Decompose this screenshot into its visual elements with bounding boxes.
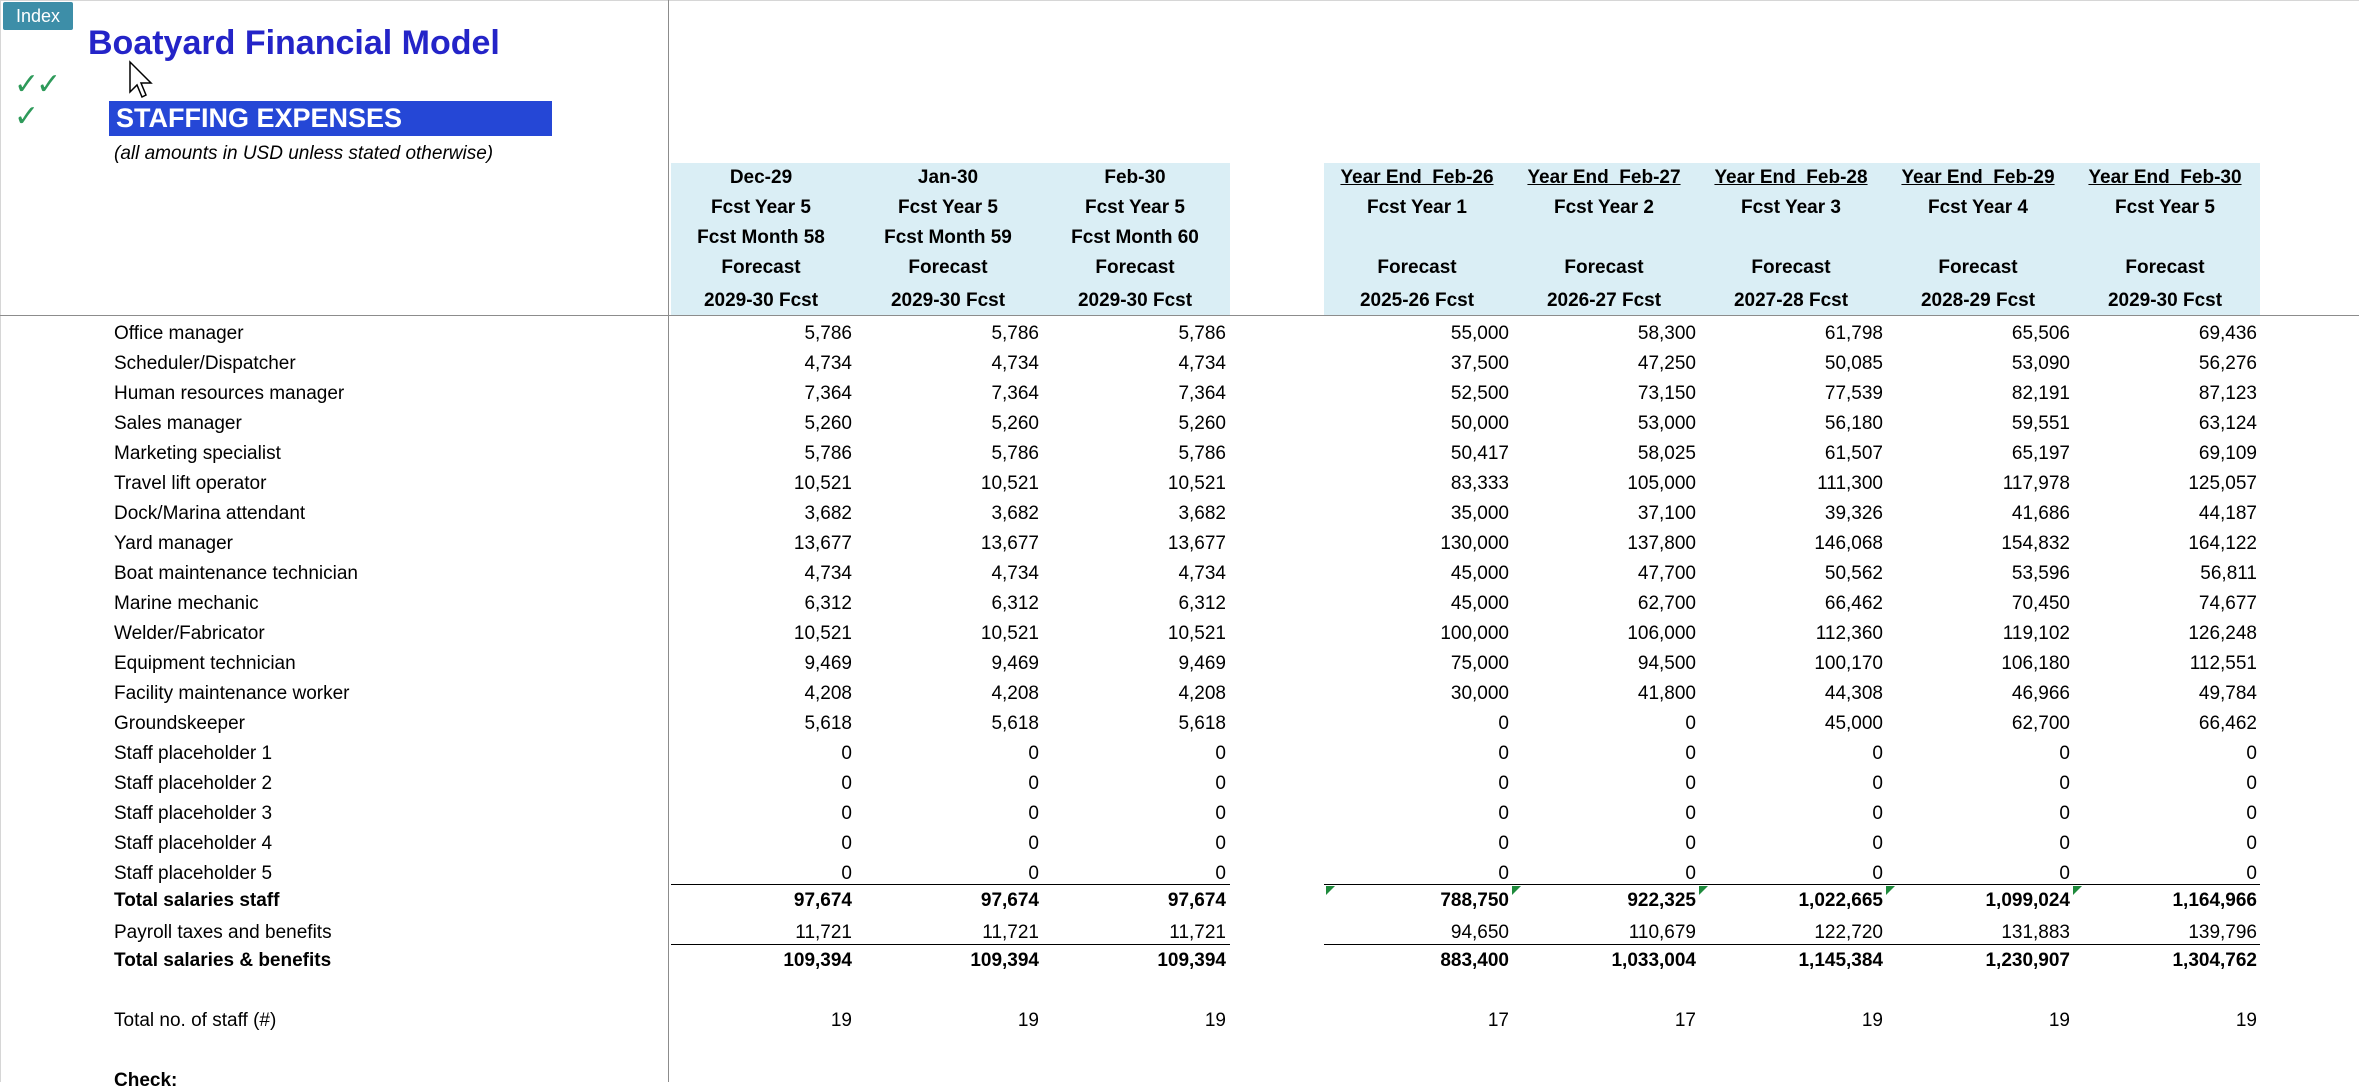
table-row-value: 6,312	[1178, 593, 1226, 614]
table-row-label: Staff placeholder 4	[114, 833, 273, 854]
double-check-icon: ✓✓	[14, 68, 59, 101]
table-row-value: 0	[1215, 833, 1226, 854]
table-row-value: 0	[2246, 803, 2257, 824]
table-row-value: 5,786	[1178, 443, 1226, 464]
table-row-value: 0	[1872, 863, 1883, 884]
table-row-value: 53,090	[2011, 353, 2070, 374]
table-row-value: 44,187	[2198, 503, 2257, 524]
table-row-label: Marketing specialist	[114, 443, 281, 464]
table-row-value: 0	[841, 833, 852, 854]
table-row-value: 37,500	[1450, 353, 1509, 374]
table-row-value: 4,734	[991, 563, 1039, 584]
table-row-value: 5,786	[991, 323, 1039, 344]
table-row-value: 45,000	[1450, 593, 1509, 614]
table-row-value: 82,191	[2011, 383, 2070, 404]
table-row-value: 0	[2246, 773, 2257, 794]
month-header-line2: Fcst Year 5	[1084, 197, 1185, 218]
table-row-value: 0	[1215, 803, 1226, 824]
year-header-line4: Forecast	[1751, 257, 1831, 278]
table-row-value: 112,360	[1815, 623, 1883, 644]
table-row-value: 0	[1028, 833, 1039, 854]
table-row-value: 9,469	[991, 653, 1039, 674]
formula-flag-icon	[1326, 886, 1335, 895]
table-row-value: 0	[841, 803, 852, 824]
table-row-value: 130,000	[1440, 533, 1509, 554]
table-row-label: Scheduler/Dispatcher	[114, 353, 296, 374]
total-top-border-monthly	[671, 884, 1230, 885]
table-row-value: 0	[2246, 863, 2257, 884]
table-row-value: 0	[2059, 743, 2070, 764]
month-header-line4: Forecast	[721, 257, 801, 278]
table-row-value: 112,551	[2189, 653, 2257, 674]
table-row-value: 5,786	[804, 443, 852, 464]
table-row-value: 56,811	[2200, 563, 2257, 584]
table-row-value: 5,260	[1178, 413, 1226, 434]
table-row-value: 4,208	[991, 683, 1039, 704]
table-row-value: 111,300	[1817, 473, 1883, 494]
year-header-line1: Year End Feb-27	[1527, 167, 1681, 188]
table-row-value: 0	[2059, 863, 2070, 884]
month-header-line3: Fcst Month 58	[697, 227, 825, 248]
table-row-value: 5,786	[991, 443, 1039, 464]
month-header-line5: 2029-30 Fcst	[1077, 290, 1193, 311]
table-row-value: 61,798	[1824, 323, 1883, 344]
table-row-value: 0	[2246, 743, 2257, 764]
table-row-value: 100,170	[1814, 653, 1883, 674]
table-row-value: 10,521	[793, 473, 852, 494]
table-row-value: 4,734	[1178, 353, 1226, 374]
grid-left-border	[0, 0, 1, 1082]
table-row-value: 5,786	[804, 323, 852, 344]
table-row-value: 0	[1498, 773, 1509, 794]
table-row-value: 47,250	[1637, 353, 1696, 374]
year-header-line2: Fcst Year 5	[2114, 197, 2215, 218]
total-salaries-row-value: 1,164,966	[2172, 890, 2257, 911]
table-row-value: 0	[2059, 773, 2070, 794]
month-header-line1: Jan-30	[917, 167, 979, 188]
table-row-value: 0	[2059, 833, 2070, 854]
table-row-value: 0	[1028, 803, 1039, 824]
table-row-value: 4,208	[1178, 683, 1226, 704]
total-benefits-row-value: 1,304,762	[2172, 950, 2257, 971]
staff-count-row-value: 19	[1861, 1010, 1883, 1031]
staff-count-row-value: 17	[1674, 1010, 1696, 1031]
payroll-row-value: 110,679	[1628, 922, 1696, 943]
payroll-row-value: 122,720	[1814, 922, 1883, 943]
table-row-value: 0	[1498, 833, 1509, 854]
year-header-line4: Forecast	[1564, 257, 1644, 278]
table-row-value: 5,618	[804, 713, 852, 734]
table-row-value: 70,450	[2011, 593, 2070, 614]
table-row-value: 50,000	[1450, 413, 1509, 434]
month-header-line4: Forecast	[1095, 257, 1175, 278]
table-row-value: 65,197	[2011, 443, 2070, 464]
table-row-value: 5,260	[804, 413, 852, 434]
total-benefits-row-value: 1,033,004	[1611, 950, 1696, 971]
table-row-value: 69,109	[2198, 443, 2257, 464]
table-row-value: 75,000	[1450, 653, 1509, 674]
table-row-value: 0	[1215, 773, 1226, 794]
table-row-value: 0	[1215, 743, 1226, 764]
table-row-value: 106,180	[2001, 653, 2070, 674]
year-header-line1: Year End Feb-29	[1901, 167, 2055, 188]
table-row-value: 119,102	[2002, 623, 2070, 644]
table-row-value: 0	[1498, 743, 1509, 764]
table-row-value: 7,364	[1178, 383, 1226, 404]
table-row-label: Office manager	[114, 323, 244, 344]
table-row-label: Staff placeholder 1	[114, 743, 273, 764]
total-salaries-row-label: Total salaries staff	[114, 890, 280, 911]
year-header-line5: 2025-26 Fcst	[1359, 290, 1475, 311]
table-row-value: 52,500	[1450, 383, 1509, 404]
table-row-value: 10,521	[793, 623, 852, 644]
table-row-value: 0	[1028, 773, 1039, 794]
table-row-value: 0	[1872, 803, 1883, 824]
formula-flag-icon	[1512, 886, 1521, 895]
table-row-value: 146,068	[1814, 533, 1883, 554]
table-row-value: 0	[1872, 743, 1883, 764]
month-header-line2: Fcst Year 5	[897, 197, 998, 218]
year-header-line2: Fcst Year 1	[1366, 197, 1467, 218]
table-row-label: Travel lift operator	[114, 473, 267, 494]
month-header-line3: Fcst Month 60	[1071, 227, 1199, 248]
table-row-value: 30,000	[1450, 683, 1509, 704]
table-row-value: 4,734	[1178, 563, 1226, 584]
month-header-line1: Dec-29	[729, 167, 793, 188]
table-row-value: 126,248	[2188, 623, 2257, 644]
table-row-value: 35,000	[1450, 503, 1509, 524]
table-row-label: Equipment technician	[114, 653, 296, 674]
table-row-value: 0	[1685, 803, 1696, 824]
table-row-value: 4,734	[991, 353, 1039, 374]
table-row-value: 10,521	[1167, 473, 1226, 494]
table-row-label: Facility maintenance worker	[114, 683, 350, 704]
table-row-value: 0	[1872, 773, 1883, 794]
table-row-label: Welder/Fabricator	[114, 623, 265, 644]
table-row-value: 5,786	[1178, 323, 1226, 344]
table-row-value: 66,462	[2198, 713, 2257, 734]
table-row-value: 10,521	[980, 473, 1039, 494]
total-salaries-row-value: 97,674	[793, 890, 852, 911]
total-salaries-row-value: 1,099,024	[1985, 890, 2070, 911]
table-row-value: 7,364	[991, 383, 1039, 404]
table-row-value: 83,333	[1450, 473, 1509, 494]
table-row-value: 0	[1685, 833, 1696, 854]
month-header-line5: 2029-30 Fcst	[890, 290, 1006, 311]
table-row-label: Staff placeholder 5	[114, 863, 273, 884]
table-row-value: 55,000	[1450, 323, 1509, 344]
table-row-value: 137,800	[1627, 533, 1696, 554]
table-row-value: 13,677	[793, 533, 852, 554]
table-row-value: 50,562	[1824, 563, 1883, 584]
total-benefits-border-annual	[1324, 944, 2260, 945]
table-row-value: 5,260	[991, 413, 1039, 434]
month-header-line1: Feb-30	[1104, 167, 1166, 188]
table-row-value: 3,682	[1178, 503, 1226, 524]
month-header-line4: Forecast	[908, 257, 988, 278]
table-row-value: 0	[1685, 743, 1696, 764]
table-row-label: Dock/Marina attendant	[114, 503, 306, 524]
year-header-line4: Forecast	[1377, 257, 1457, 278]
table-row-value: 65,506	[2011, 323, 2070, 344]
year-header-line4: Forecast	[2125, 257, 2205, 278]
staff-count-row-label: Total no. of staff (#)	[114, 1010, 277, 1031]
total-benefits-row-label: Total salaries & benefits	[114, 950, 332, 971]
table-row-value: 61,507	[1824, 443, 1883, 464]
table-row-value: 63,124	[2198, 413, 2257, 434]
year-header-line5: 2027-28 Fcst	[1733, 290, 1849, 311]
table-row-value: 0	[1215, 863, 1226, 884]
total-top-border-annual	[1324, 884, 2260, 885]
table-row-value: 3,682	[804, 503, 852, 524]
total-benefits-row-value: 1,145,384	[1798, 950, 1883, 971]
year-header-line1: Year End Feb-28	[1714, 167, 1868, 188]
table-row-value: 125,057	[2188, 473, 2257, 494]
table-row-value: 0	[1498, 863, 1509, 884]
table-row-label: Staff placeholder 2	[114, 773, 273, 794]
payroll-row-value: 139,796	[2188, 922, 2257, 943]
table-row-value: 10,521	[1167, 623, 1226, 644]
table-row-value: 10,521	[980, 623, 1039, 644]
page-title: Boatyard Financial Model	[88, 24, 500, 62]
total-benefits-row-value: 109,394	[783, 950, 852, 971]
table-row-value: 53,596	[2011, 563, 2070, 584]
total-benefits-row-value: 1,230,907	[1985, 950, 2070, 971]
table-row-value: 0	[1685, 713, 1696, 734]
table-row-value: 53,000	[1637, 413, 1696, 434]
staff-count-row-value: 19	[1204, 1010, 1226, 1031]
year-header-line1: Year End Feb-30	[2088, 167, 2242, 188]
table-row-value: 0	[1028, 863, 1039, 884]
table-row-value: 59,551	[2011, 413, 2070, 434]
staff-count-row-value: 19	[2235, 1010, 2257, 1031]
table-row-value: 154,832	[2001, 533, 2070, 554]
check-label: Check:	[114, 1070, 178, 1091]
table-row-value: 50,417	[1450, 443, 1509, 464]
table-row-label: Human resources manager	[114, 383, 345, 404]
table-row-value: 47,700	[1637, 563, 1696, 584]
table-row-value: 9,469	[1178, 653, 1226, 674]
total-benefits-row-value: 883,400	[1440, 950, 1509, 971]
payroll-row-value: 131,883	[2001, 922, 2070, 943]
table-row-value: 66,462	[1824, 593, 1883, 614]
table-row-value: 87,123	[2198, 383, 2257, 404]
staff-count-row-value: 19	[1017, 1010, 1039, 1031]
check-icon: ✓	[14, 100, 40, 133]
staff-count-row-value: 19	[830, 1010, 852, 1031]
year-header-line2: Fcst Year 4	[1927, 197, 2028, 218]
year-header-line2: Fcst Year 2	[1553, 197, 1654, 218]
table-row-label: Yard manager	[114, 533, 233, 554]
table-row-value: 58,300	[1637, 323, 1696, 344]
month-header-line2: Fcst Year 5	[710, 197, 811, 218]
table-row-value: 58,025	[1637, 443, 1696, 464]
total-salaries-row-value: 1,022,665	[1798, 890, 1883, 911]
table-row-value: 45,000	[1824, 713, 1883, 734]
formula-flag-icon	[1886, 886, 1895, 895]
table-row-value: 0	[1872, 833, 1883, 854]
table-row-value: 62,700	[1637, 593, 1696, 614]
table-row-value: 56,276	[2198, 353, 2257, 374]
month-header-line3: Fcst Month 59	[884, 227, 1012, 248]
currency-note: (all amounts in USD unless stated otherwise)	[114, 143, 494, 164]
year-header-line5: 2026-27 Fcst	[1546, 290, 1662, 311]
table-row-value: 5,618	[1178, 713, 1226, 734]
payroll-row-value: 11,721	[982, 922, 1039, 943]
formula-flag-icon	[1699, 886, 1708, 895]
table-row-label: Sales manager	[114, 413, 242, 434]
table-row-value: 4,734	[804, 353, 852, 374]
year-header-line5: 2029-30 Fcst	[2107, 290, 2223, 311]
total-salaries-row-value: 97,674	[980, 890, 1039, 911]
table-row-value: 77,539	[1824, 383, 1883, 404]
table-row-value: 41,800	[1637, 683, 1696, 704]
total-benefits-row-value: 109,394	[1157, 950, 1226, 971]
staff-count-row-value: 17	[1487, 1010, 1509, 1031]
month-header-line5: 2029-30 Fcst	[703, 290, 819, 311]
table-row-value: 74,677	[2198, 593, 2257, 614]
table-row-label: Staff placeholder 3	[114, 803, 273, 824]
section-title: STAFFING EXPENSES	[109, 101, 552, 136]
table-row-label: Boat maintenance technician	[114, 563, 358, 584]
table-row-value: 13,677	[980, 533, 1039, 554]
table-row-value: 0	[1685, 773, 1696, 794]
table-row-value: 0	[841, 863, 852, 884]
year-header-line1: Year End Feb-26	[1340, 167, 1494, 188]
table-row-value: 0	[841, 773, 852, 794]
total-salaries-row-value: 97,674	[1167, 890, 1226, 911]
grid-top-border	[0, 0, 2359, 1]
table-row-label: Groundskeeper	[114, 713, 245, 734]
table-row-value: 62,700	[2011, 713, 2070, 734]
table-row-value: 94,500	[1637, 653, 1696, 674]
mouse-cursor-icon	[128, 60, 154, 100]
table-row-value: 0	[2059, 803, 2070, 824]
frozen-pane-vertical-divider	[668, 0, 669, 1082]
table-row-value: 6,312	[991, 593, 1039, 614]
table-row-value: 106,000	[1627, 623, 1696, 644]
table-row-value: 0	[1498, 713, 1509, 734]
table-row-value: 44,308	[1824, 683, 1883, 704]
table-row-value: 39,326	[1824, 503, 1883, 524]
table-row-value: 7,364	[804, 383, 852, 404]
frozen-pane-horizontal-divider	[0, 315, 2359, 316]
table-row-value: 56,180	[1824, 413, 1883, 434]
table-row-value: 5,618	[991, 713, 1039, 734]
table-row-value: 49,784	[2198, 683, 2257, 704]
payroll-row-value: 11,721	[795, 922, 852, 943]
table-row-value: 37,100	[1637, 503, 1696, 524]
formula-flag-icon	[2073, 886, 2082, 895]
payroll-row-value: 94,650	[1450, 922, 1509, 943]
table-row-value: 164,122	[2188, 533, 2257, 554]
index-button[interactable]: Index	[3, 2, 73, 30]
table-row-value: 100,000	[1440, 623, 1509, 644]
total-salaries-row-value: 788,750	[1440, 890, 1509, 911]
table-row-value: 9,469	[804, 653, 852, 674]
total-salaries-row-value: 922,325	[1627, 890, 1696, 911]
table-row-value: 0	[1028, 743, 1039, 764]
payroll-row-value: 11,721	[1169, 922, 1226, 943]
staff-count-row-value: 19	[2048, 1010, 2070, 1031]
table-row-value: 105,000	[1627, 473, 1696, 494]
table-row-value: 4,208	[804, 683, 852, 704]
table-row-value: 4,734	[804, 563, 852, 584]
table-row-value: 6,312	[804, 593, 852, 614]
year-header-line2: Fcst Year 3	[1740, 197, 1841, 218]
table-row-value: 0	[1685, 863, 1696, 884]
table-row-value: 117,978	[2002, 473, 2070, 494]
total-benefits-border-monthly	[671, 944, 1230, 945]
table-row-value: 0	[2246, 833, 2257, 854]
table-row-value: 13,677	[1167, 533, 1226, 554]
table-row-value: 41,686	[2011, 503, 2070, 524]
year-header-line4: Forecast	[1938, 257, 2018, 278]
table-row-value: 3,682	[991, 503, 1039, 524]
table-row-value: 50,085	[1824, 353, 1883, 374]
table-row-value: 46,966	[2011, 683, 2070, 704]
table-row-value: 73,150	[1637, 383, 1696, 404]
table-row-value: 0	[1498, 803, 1509, 824]
table-row-value: 0	[841, 743, 852, 764]
year-header-line5: 2028-29 Fcst	[1920, 290, 2036, 311]
payroll-row-label: Payroll taxes and benefits	[114, 922, 332, 943]
total-benefits-row-value: 109,394	[970, 950, 1039, 971]
table-row-value: 69,436	[2198, 323, 2257, 344]
table-row-label: Marine mechanic	[114, 593, 259, 614]
table-row-value: 45,000	[1450, 563, 1509, 584]
